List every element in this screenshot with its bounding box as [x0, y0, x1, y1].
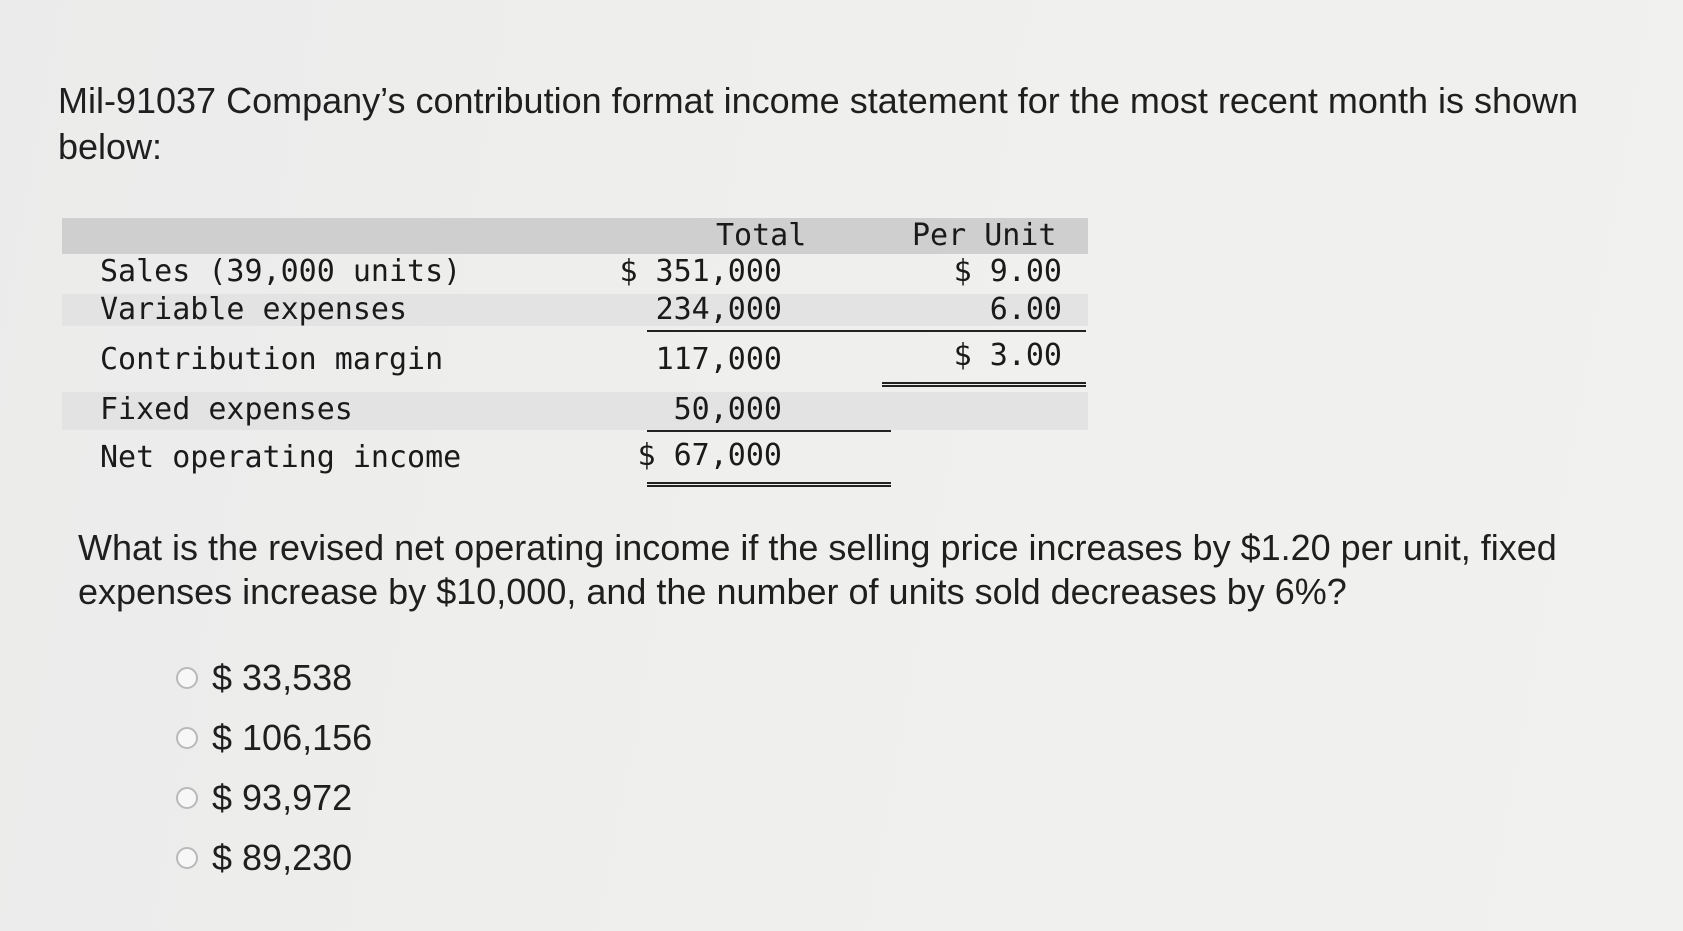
- answer-option-2[interactable]: [176, 708, 372, 768]
- answer-option-label: $ 89,230: [212, 837, 353, 878]
- answer-option-label: $ 106,156: [212, 717, 373, 758]
- header-per-unit: Per Unit: [912, 218, 1057, 253]
- radio-button-icon[interactable]: [176, 847, 198, 869]
- answer-option-label: $ 93,972: [212, 777, 353, 818]
- row-per-unit-sales: $ 9.00: [953, 254, 1062, 289]
- row-label-fixed-expenses: Fixed expenses: [100, 392, 353, 427]
- header-total: Total: [716, 218, 807, 253]
- answer-options: [176, 648, 372, 888]
- row-total-sales: $ 351,000: [619, 254, 782, 289]
- answer-option-label: $ 33,538: [212, 657, 353, 698]
- row-total-variable-expenses: 234,000: [655, 292, 782, 327]
- fixed-expenses-rule: [647, 430, 891, 432]
- question-text: What is the revised net operating income if the selling price increases by $1.20 per unit, fixed expenses increase by $10,000, and the number of units sold decreases by 6%?: [78, 527, 1557, 612]
- row-label-variable-expenses: Variable expenses: [100, 292, 408, 327]
- radio-button-icon[interactable]: [176, 787, 198, 809]
- answer-option-3[interactable]: [176, 768, 372, 828]
- intro-text: Mil-91037 Company’s contribution format income statement for the most recent month is shown below:: [58, 80, 1579, 167]
- row-per-unit-variable-expenses: 6.00: [989, 292, 1062, 327]
- row-per-unit-contribution-margin: $ 3.00: [953, 338, 1062, 373]
- row-label-net-operating-income: Net operating income: [100, 440, 462, 475]
- row-total-contribution-margin: 117,000: [655, 342, 782, 377]
- income-statement-table: [62, 218, 1088, 498]
- per-unit-double-rule: [882, 382, 1086, 387]
- subtotal-rule: [647, 330, 1086, 332]
- answer-option-1[interactable]: [176, 648, 372, 708]
- row-total-net-operating-income: $ 67,000: [637, 438, 782, 473]
- radio-button-icon[interactable]: [176, 727, 198, 749]
- row-total-fixed-expenses: 50,000: [673, 392, 782, 427]
- radio-button-icon[interactable]: [176, 667, 198, 689]
- row-label-contribution-margin: Contribution margin: [100, 342, 444, 377]
- answer-option-4[interactable]: [176, 828, 372, 888]
- net-income-double-rule: [647, 482, 891, 487]
- row-label-sales: Sales (39,000 units): [100, 254, 462, 289]
